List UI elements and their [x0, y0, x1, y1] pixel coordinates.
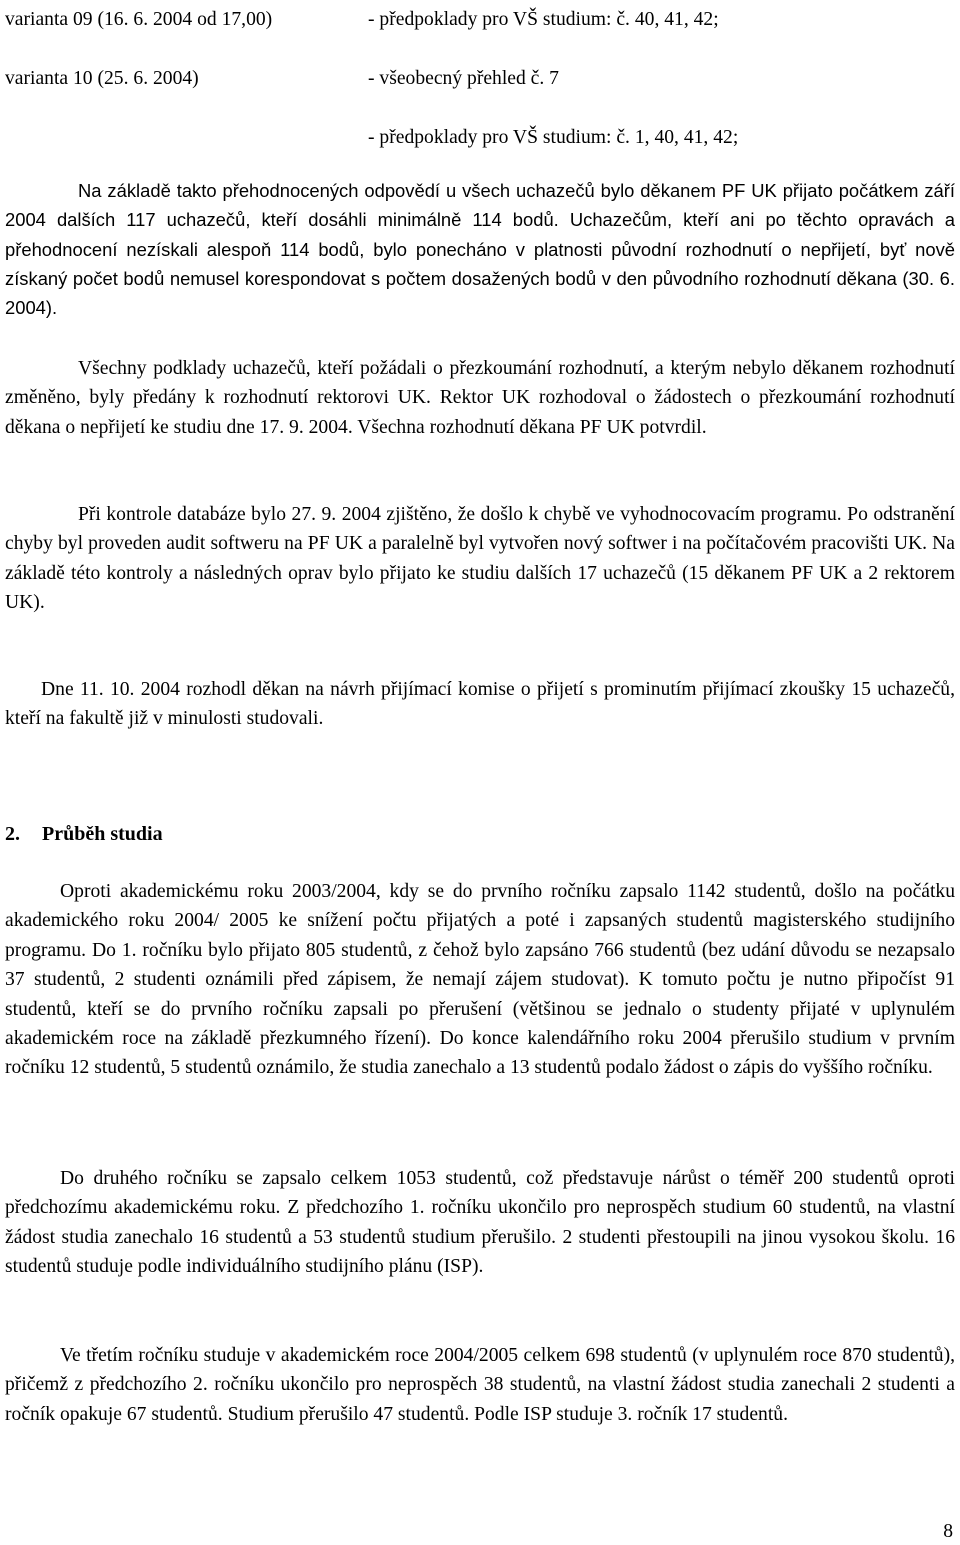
- paragraph-third-year: [5, 1341, 955, 1429]
- paragraph-dean-decision: [5, 675, 955, 734]
- variant-description: - předpoklady pro VŠ studium: č. 1, 40, 41, 42;: [368, 127, 739, 148]
- variant-description: - předpoklady pro VŠ studium: č. 40, 41, 42;: [368, 9, 719, 30]
- document-page: [5, 0, 955, 1545]
- paragraph-rector-review: [5, 354, 955, 442]
- paragraph-first-year: [5, 877, 955, 1083]
- paragraph-text: Do druhého ročníku se zapsalo celkem 1053 studentů, což představuje nárůst o téměř 200 studentů oproti předchozímu akademickému roku. Z předchozího 1. ročníku ukončilo pro neprospěch studium 60 studentů, na vlastní žádost studia zanechalo 16 studentů a 53 studentů studium přerušilo. 2 studenti přestoupili na jinou vysokou školu. 16 studentů studuje podle individuálního studijního plánu (ISP).: [5, 1168, 955, 1278]
- paragraph-text: Oproti akademickému roku 2003/2004, kdy se do prvního ročníku zapsalo 1142 studentů, došlo na počátku akademického roku 2004/ 2005 ke snížení počtu přijatých a poté i zapsaných studentů magisterského studijního programu. Do 1. ročníku bylo přijato 805 studentů, z čehož bylo zapsáno 766 studentů (bez udání důvodu se nezapsalo 37 studentů, 2 studenti oznámili před zápisem, že nemají zájem studovat). K tomuto počtu je nutno připočíst 91 studentů, kteří se do prvního ročníku zapsali po přerušení (většinou se jednalo o studenty přijaté v uplynulém akademickém roce na základě přezkumného řízení). Do konce kalendářního roku 2004 přerušilo studium v prvním ročníku 12 studentů, 5 studentů oznámilo, že studia zanechalo a 13 studentů podalo žádost o zápis do vyššího ročníku.: [5, 881, 955, 1079]
- variant-description: - všeobecný přehled č. 7: [368, 68, 559, 89]
- paragraph-text: Při kontrole databáze bylo 27. 9. 2004 zjištěno, že došlo k chybě ve vyhodnocovacím programu. Po odstranění chyby byl proveden audit softweru na PF UK a paralelně byl vytvořen nový softwer i na počítačovém pracovišti UK. Na základě této kontroly a následných oprav bylo přijato ke studiu dalších 17 uchazečů (15 děkanem PF UK a 2 rektorem UK).: [5, 504, 955, 614]
- variant-label: varianta 10 (25. 6. 2004): [5, 68, 199, 89]
- paragraph-text: Dne 11. 10. 2004 rozhodl děkan na návrh přijímací komise o přijetí s prominutím přijímací zkoušky 15 uchazečů, kteří na fakultě již v minulosti studovali.: [5, 679, 955, 730]
- variant-label: varianta 09 (16. 6. 2004 od 17,00): [5, 9, 273, 30]
- paragraph-database-check: [5, 500, 955, 618]
- paragraph-text: Na základě takto přehodnocených odpovědí u všech uchazečů bylo děkanem PF UK přijato počátkem září 2004 dalších 117 uchazečů, kteří dosáhli minimálně 114 bodů.: [5, 180, 955, 231]
- paragraph-second-year: [5, 1164, 955, 1282]
- paragraph-text: Všechny podklady uchazečů, kteří požádali o přezkoumání rozhodnutí, a kterým nebylo děkanem rozhodnutí změněno, byly předány k rozhodnutí rektorovi UK. Rektor UK rozhodoval o žádostech o přezkoumání rozhodnutí děkana o nepřijetí ke studiu dne 17. 9. 2004. Všechna rozhodnutí děkana PF UK potvrdil.: [5, 358, 955, 438]
- section-title: Průběh studia: [42, 823, 163, 845]
- paragraph-reevaluation: [5, 176, 955, 322]
- paragraph-text: Uchazečům, kteří ani po těchto opravách a přehodnocení nezískali alespoň 114 bodů, bylo ponecháno v platnosti původní rozhodnutí o nepřijetí, byť nově získaný počet bodů nemusel korespondovat s počtem dosažených bodů v den původního rozhodnutí děkana (30. 6. 2004).: [5, 209, 955, 319]
- section-heading: [5, 819, 163, 849]
- section-number: 2.: [5, 823, 20, 845]
- paragraph-text: Ve třetím ročníku studuje v akademickém roce 2004/2005 celkem 698 studentů (v uplynulém roce 870 studentů), přičemž z předchozího 2. ročníku ukončilo pro neprospěch 38 studentů, na vlastní žádost studia zanechali 2 studenti a ročník opakuje 67 studentů. Studium přerušilo 47 studentů. Podle ISP studuje 3. ročník 17 studentů.: [5, 1345, 955, 1425]
- page-number: 8: [943, 1521, 953, 1542]
